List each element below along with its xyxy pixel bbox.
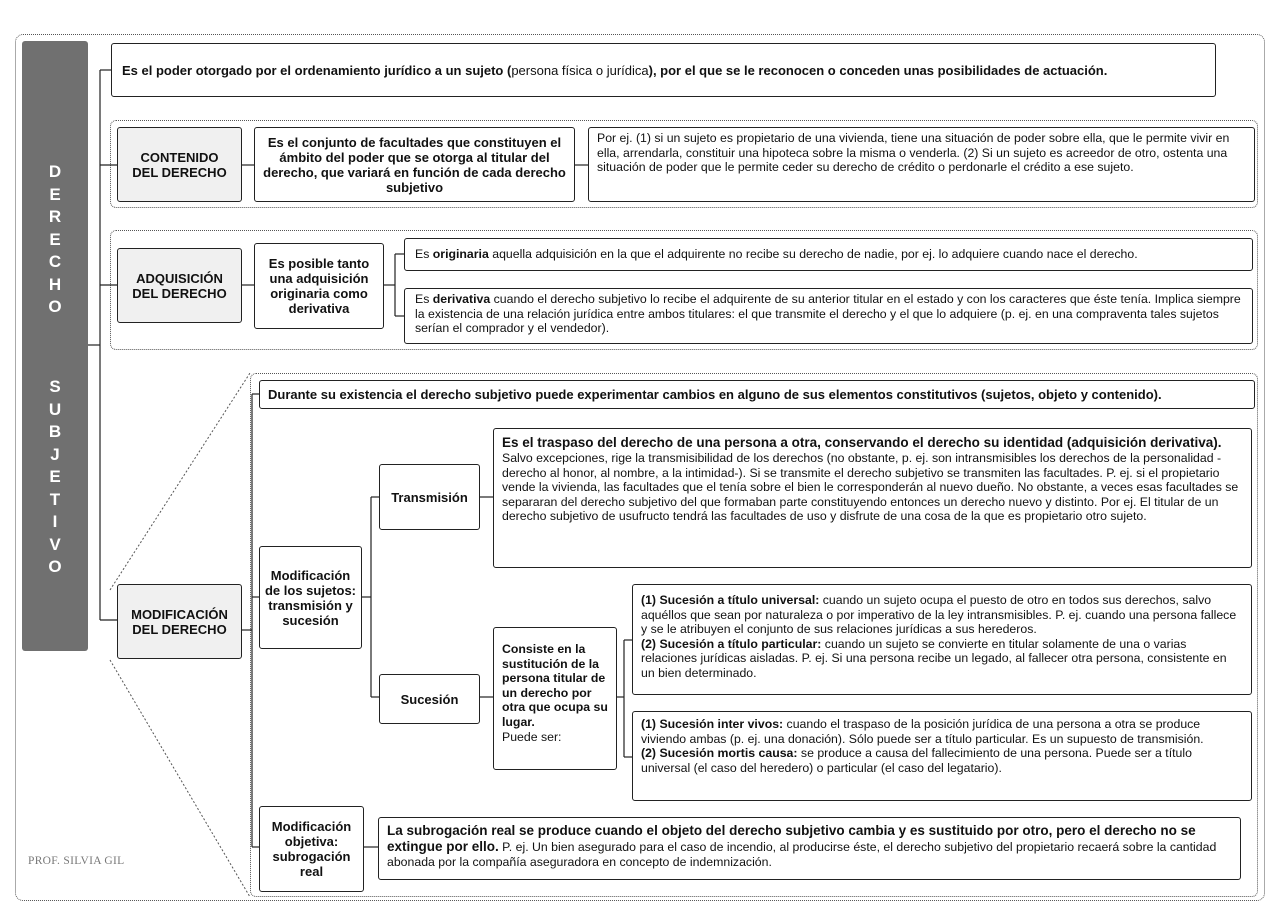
title-subjetivo-letter-7: V <box>49 534 61 554</box>
originaria-text <box>415 247 1138 262</box>
title-subjetivo-letter-5: T <box>49 489 61 509</box>
sujetos-label-box <box>259 546 362 649</box>
sucesion-label-text: Sucesión <box>400 691 459 707</box>
title-derecho-letter-2: R <box>48 207 62 226</box>
author-credit: PROF. SILVIA GIL <box>28 855 125 867</box>
title-subjetivo-letter-4: E <box>49 467 61 486</box>
modificacion-label-line1: MODIFICACIÓN <box>131 606 228 622</box>
universal-bold: (1) Sucesión a título universal: <box>641 593 820 607</box>
derivativa-bold: derivativa <box>432 292 491 306</box>
originaria-box <box>404 238 1253 271</box>
transmision-label-text: Transmisión <box>391 489 468 505</box>
adquisicion-label-line2: DEL DERECHO <box>132 285 227 301</box>
mortis-body: se produce a causa del fallecimiento de una persona. Puede ser a título universal (el caso del heredero) o particular (el caso del legatario). <box>641 746 1192 775</box>
sucesion-universal-particular-box <box>632 584 1252 695</box>
definition-part1: Es el poder otorgado por el ordenamiento jurídico a un sujeto ( <box>122 62 512 78</box>
objetiva-label-text: Modificación objetiva: subrogación real <box>271 819 352 879</box>
derivativa-post: cuando el derecho subjetivo lo recibe el adquirente de su anterior titular en el estado y con los caracteres que éste tenía. Implica siempre la existencia de una relación jurídica entre ambos titulares: el que transmite el derecho y el que lo adquiere (p. ej. en una compraventa tales sujetos serían el comprador y el vendedor). <box>415 292 1241 336</box>
transmision-head: Es el traspaso del derecho de una persona a otra, conservando el derecho su identidad (adquisición derivativa). <box>502 435 1222 450</box>
originaria-pre: Es <box>415 247 433 262</box>
derivativa-text <box>415 292 1242 336</box>
transmision-detail-box <box>493 428 1252 568</box>
sujetos-label-text: Modificación de los sujetos: transmisión y sucesión <box>264 567 357 628</box>
particular-text <box>641 637 1243 681</box>
intervivos-bold: (1) Sucesión inter vivos: <box>641 717 784 731</box>
contenido-label-line1: CONTENIDO <box>140 149 219 165</box>
modificacion-label-line2: DEL DERECHO <box>132 621 227 637</box>
title-word-derecho <box>22 161 88 319</box>
title-bar <box>22 41 88 651</box>
definition-box <box>111 43 1216 97</box>
title-derecho-letter-6: O <box>48 297 62 316</box>
title-derecho-letter-5: H <box>48 274 62 294</box>
modificacion-intro-box <box>259 380 1255 409</box>
adquisicion-summary-text: Es posible tanto una adquisición originaria como derivativa <box>268 256 370 316</box>
originaria-bold: originaria <box>432 247 489 262</box>
title-subjetivo-letter-1: U <box>48 399 62 419</box>
intervivos-body: cuando el traspaso de la posición jurídica de una persona a otra se produce viviendo ambas (p. ej. una donación). Sólo puede ser a título particular. Es un supuesto de transmisión. <box>641 717 1204 746</box>
definition-part2: ), por el que se le reconocen o conceden unas posibilidades de actuación. <box>648 62 1108 78</box>
derivativa-box <box>404 288 1253 344</box>
title-derecho-letter-4: C <box>48 252 62 271</box>
adquisicion-label-line1: ADQUISICIÓN <box>136 270 223 286</box>
contenido-definition-box <box>254 127 575 202</box>
objetiva-label-box <box>259 806 364 892</box>
title-subjetivo-letter-2: B <box>48 422 62 441</box>
particular-body: cuando un sujeto se convierte en titular solamente de una o varias relaciones jurídicas aisladas. P. ej. Si una persona recibe un legado, al fallecer otra persona, consistente en un bien determinado. <box>641 636 1227 680</box>
title-derecho-letter-1: E <box>49 184 61 204</box>
transmision-body: Salvo excepciones, rige la transmisibilidad de los derechos (no obstante, p. ej. son intransmisibles los derechos de la personalidad -derecho al honor, al nombre, a la intimidad-). Si se transmite el derecho subjetivo se transmiten las facultades. P. ej. si el propietario vende la vivienda, las facultades que el tenía sobre el bien le corresponderán al nuevo dueño. No obstante, a veces esas facultades se separaran del derecho subjetivo del que formaban parte constituyendo entonces un derecho nuevo y distinto. Por ej. El titular de un derecho subjetivo de usufructo tendrá las facultades de uso y disfrute de una cosa de la que es propietario otro sujeto. <box>502 451 1239 524</box>
title-word-subjetivo <box>22 376 88 579</box>
sucesion-intervivos-mortis-box <box>632 711 1252 801</box>
title-subjetivo-letter-3: J <box>50 444 60 464</box>
mortis-bold: (2) Sucesión mortis causa: <box>641 746 798 761</box>
sucesion-definition-box <box>493 627 617 770</box>
title-derecho-letter-0: D <box>48 162 62 181</box>
title-subjetivo-letter-8: O <box>48 557 62 576</box>
universal-text <box>641 593 1243 637</box>
adquisicion-label <box>117 248 242 323</box>
definition-paren: persona física o jurídica <box>511 62 649 78</box>
modificacion-intro-text: Durante su existencia el derecho subjetivo puede experimentar cambios en alguno de sus elementos constitutivos (sujetos, objeto y contenido). <box>268 387 1162 402</box>
subrogacion-box <box>378 817 1241 880</box>
transmision-label-box <box>379 464 480 530</box>
universal-body: cuando un sujeto ocupa el puesto de otro en todos sus derechos, salvo aquéllos que sean por naturaleza o por imperativo de la ley intransmisibles. P. ej. cuando una persona fallece y se le atribuyen el conjunto de sus relaciones jurídicas a sus herederos. <box>641 593 1237 637</box>
intervivos-text <box>641 717 1243 746</box>
subrogacion-text <box>387 823 1232 870</box>
sucesion-label-box <box>379 674 480 724</box>
subrogacion-body: P. ej. Un bien asegurado para el caso de incendio, al producirse éste, el derecho subjetivo del propietario recaerá sobre la cantidad abonada por la compañía aseguradora en concepto de indemnización. <box>387 840 1217 869</box>
originaria-post: aquella adquisición en la que el adquirente no recibe su derecho de nadie, por ej. lo adquiere cuando nace el derecho. <box>488 247 1138 262</box>
mortis-text <box>641 746 1243 775</box>
derivativa-pre: Es <box>415 292 433 306</box>
contenido-label-line2: DEL DERECHO <box>132 164 227 180</box>
title-derecho-letter-3: E <box>49 229 61 249</box>
definition-text <box>122 63 1107 78</box>
contenido-label <box>117 127 242 202</box>
contenido-example-box <box>588 127 1255 202</box>
sucesion-def-bold: Consiste en la sustitución de la persona titular de un derecho por otra que ocupa su lugar. <box>502 642 608 729</box>
subrogacion-bold: La subrogación real se produce cuando el objeto del derecho subjetivo cambia y es sustituido por otro, pero el derecho no se extingue por ello. <box>387 823 1196 854</box>
title-subjetivo-letter-6: I <box>52 512 58 531</box>
contenido-example-text: Por ej. (1) si un sujeto es propietario de una vivienda, tiene una situación de poder sobre ella, que le permite vivir en ella, arrendarla, constituir una hipoteca sobre la misma o venderla. (2) Si un sujeto es acreedor de otro, ostenta una situación de poder que le permite ceder su derecho de crédito o perdonarle el crédito a ese sujeto. <box>597 131 1230 175</box>
contenido-definition-text: Es el conjunto de facultades que constituyen el ámbito del poder que se otorga al titular del derecho, que variará en función de cada derecho subjetivo <box>263 134 566 195</box>
sucesion-def-tail: Puede ser: <box>502 729 562 744</box>
adquisicion-summary-box <box>254 243 384 329</box>
title-subjetivo-letter-0: S <box>49 377 61 396</box>
particular-bold: (2) Sucesión a título particular: <box>641 636 822 651</box>
modificacion-label <box>117 584 242 659</box>
